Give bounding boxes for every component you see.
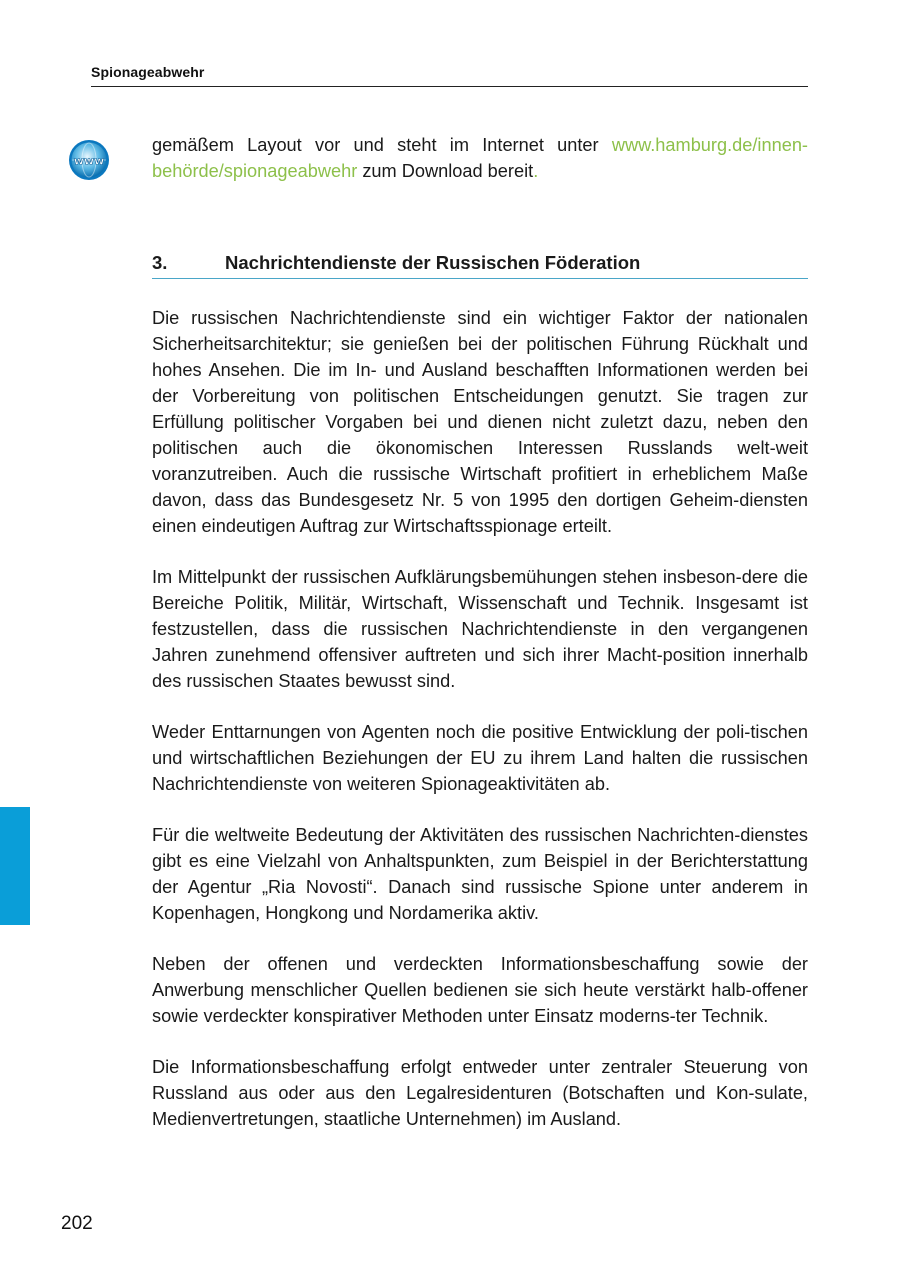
intro-text-end: zum Download bereit [357,161,534,181]
body-paragraph: Im Mittelpunkt der russischen Aufklärungsbemühungen stehen insbeson-dere die Bereiche Politik, Militär, Wirtschaft, Wissenschaft und Technik. Insgesamt ist festzustellen, dass die russischen Nachrichtendienste in den vergangenen Jahren zunehmend offensiver auftreten und sich ihrer Macht-position innerhalb des russischen Staates bewusst sind. [152,567,808,691]
svg-text:www: www [73,154,105,168]
body-paragraph: Für die weltweite Bedeutung der Aktivitäten des russischen Nachrichten-dienstes gibt es eine Vielzahl von Anhaltspunkten, zum Beispiel in der Berichterstattung der Agentur „Ria Novosti“. Danach sind russische Spione unter anderem in Kopenhagen, Hongkong und Nordamerika aktiv. [152,825,808,923]
running-header-title: Spionageabwehr [91,64,205,80]
section-number: 3. [152,252,168,273]
main-content [152,132,808,1132]
intro-paragraph [152,132,808,184]
body-paragraph: Die russischen Nachrichtendienste sind ein wichtiger Faktor der nationalen Sicherheitsarchitektur; sie genießen bei der politischen Führung Rückhalt und hohes Ansehen. Die im In- und Ausland beschafften Informationen werden bei der Vorbereitung von politischen Entscheidungen genutzt. Sie tragen zur Erfüllung politischer Vorgaben bei und dienen nicht zuletzt dazu, neben den politischen auch die ökonomischen Interessen Russlands welt-weit voranzutreiben. Auch die russische Wirtschaft profitiert in erheblichem Maße davon, dass das Bundesgesetz Nr. 5 von 1995 den dortigen Geheim-diensten einen eindeutigen Auftrag zur Wirtschaftsspionage erteilt. [152,308,808,536]
body-paragraph: Neben der offenen und verdeckten Informationsbeschaffung sowie der Anwerbung menschlicher Quellen bedienen sie sich heute verstärkt halb-offener sowie verdeckter konspirativer Methoden unter Einsatz moderns-ter Technik. [152,954,808,1026]
section-heading [152,248,808,279]
download-link[interactable]: www.hamburg.de/innen-behörde/spionageabwehr [152,135,808,181]
intro-period: . [533,161,539,181]
chapter-marker-tab [0,807,30,925]
body-paragraph: Die Informationsbeschaffung erfolgt entweder unter zentraler Steuerung von Russland aus oder aus den Legalresidenturen (Botschaften und Kon-sulate, Medienvertretungen, staatliche Unternehmen) im Ausland. [152,1057,808,1129]
page-number: 202 [61,1213,93,1234]
intro-text: gemäßem Layout vor und steht im Internet unter [152,135,612,155]
running-header [91,62,808,87]
section-title: Nachrichtendienste der Russischen Föderation [225,252,641,273]
globe-www-icon [68,139,110,181]
body-paragraph: Weder Enttarnungen von Agenten noch die positive Entwicklung der poli-tischen und wirtschaftlichen Beziehungen der EU zu ihrem Land halten die russischen Nachrichtendienste von weiteren Spionageaktivitäten ab. [152,722,808,794]
